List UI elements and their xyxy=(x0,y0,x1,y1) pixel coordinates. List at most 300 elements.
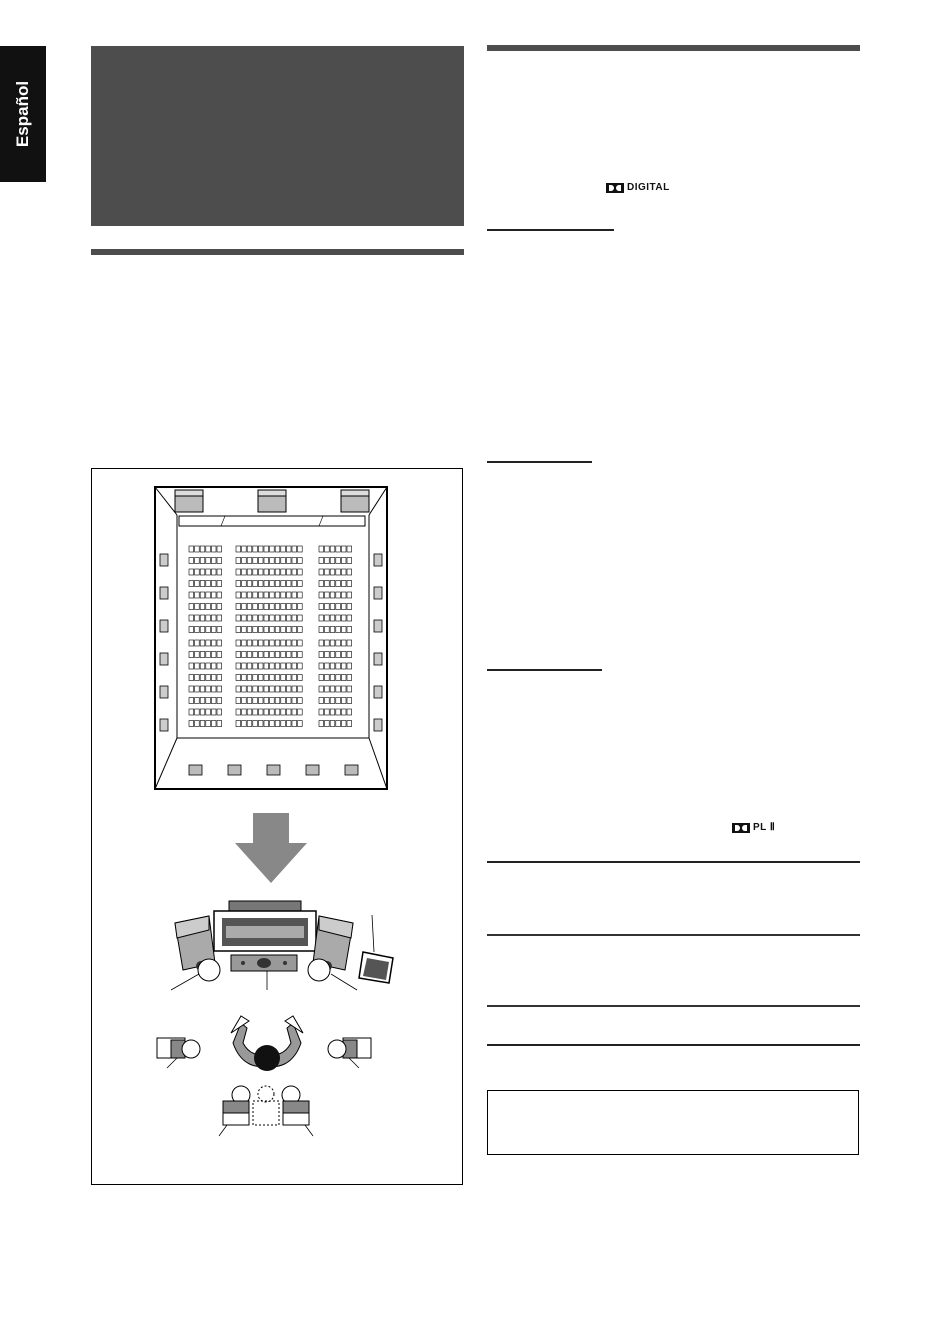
seat xyxy=(336,721,341,727)
seat xyxy=(247,615,252,621)
seat xyxy=(242,615,247,621)
seat xyxy=(264,558,269,564)
seat xyxy=(242,709,247,715)
seat xyxy=(195,663,200,669)
seat xyxy=(189,627,194,633)
seat xyxy=(275,615,280,621)
seat xyxy=(325,581,330,587)
seat xyxy=(217,652,222,658)
seat xyxy=(281,546,286,552)
seat xyxy=(298,698,303,704)
seat xyxy=(286,592,291,598)
seat xyxy=(298,640,303,646)
seat xyxy=(195,686,200,692)
seat xyxy=(341,663,346,669)
seat xyxy=(189,592,194,598)
seat xyxy=(253,592,258,598)
seat xyxy=(336,569,341,575)
seat xyxy=(236,675,241,681)
seat xyxy=(286,546,291,552)
seat xyxy=(270,558,275,564)
seat xyxy=(286,709,291,715)
seat xyxy=(206,709,211,715)
seat xyxy=(275,569,280,575)
seat xyxy=(264,627,269,633)
seat xyxy=(217,698,222,704)
right-section-rule xyxy=(487,45,860,51)
seat xyxy=(189,675,194,681)
seat xyxy=(189,663,194,669)
seat xyxy=(236,698,241,704)
seat xyxy=(347,569,352,575)
subwoofer-icon xyxy=(359,952,393,983)
seat xyxy=(319,558,324,564)
seat xyxy=(247,627,252,633)
seat xyxy=(270,698,275,704)
seat xyxy=(211,569,216,575)
seat xyxy=(341,569,346,575)
seat xyxy=(286,615,291,621)
seat xyxy=(325,615,330,621)
seat xyxy=(341,592,346,598)
seat xyxy=(247,546,252,552)
wall-speaker-right-icon xyxy=(374,719,382,731)
seat xyxy=(200,569,205,575)
cinema-hall-outline xyxy=(155,487,387,789)
seat xyxy=(200,615,205,621)
seat xyxy=(206,581,211,587)
seat xyxy=(236,652,241,658)
surround-figure-frame xyxy=(91,468,463,1185)
seat xyxy=(264,640,269,646)
cinema-screen xyxy=(179,516,365,526)
wall-speaker-left-icon xyxy=(160,719,168,731)
center-speaker-icon xyxy=(258,490,286,512)
seat xyxy=(330,698,335,704)
surround-back-left-speaker-icon xyxy=(223,1086,250,1125)
seat xyxy=(325,627,330,633)
seat xyxy=(206,592,211,598)
wall-speaker-left-icon xyxy=(160,686,168,698)
seat xyxy=(258,675,263,681)
seat xyxy=(270,546,275,552)
seat xyxy=(200,640,205,646)
seat xyxy=(325,721,330,727)
seat xyxy=(253,686,258,692)
seat xyxy=(242,592,247,598)
seat xyxy=(286,627,291,633)
seat xyxy=(341,686,346,692)
seat xyxy=(236,546,241,552)
seat xyxy=(270,615,275,621)
seat xyxy=(292,652,297,658)
seat xyxy=(189,615,194,621)
seat xyxy=(247,569,252,575)
seat xyxy=(330,686,335,692)
seat xyxy=(211,640,216,646)
seat xyxy=(325,698,330,704)
seat xyxy=(258,686,263,692)
seat xyxy=(264,663,269,669)
seat xyxy=(330,558,335,564)
seat xyxy=(298,709,303,715)
seat xyxy=(270,569,275,575)
seat xyxy=(292,721,297,727)
seat xyxy=(258,663,263,669)
seat xyxy=(281,581,286,587)
seat xyxy=(195,581,200,587)
seat xyxy=(264,698,269,704)
seat xyxy=(286,721,291,727)
seat xyxy=(281,698,286,704)
seat xyxy=(270,709,275,715)
surround-left-speaker-icon xyxy=(157,1038,200,1058)
rear-wall-speaker-icon xyxy=(345,765,358,775)
seat xyxy=(253,709,258,715)
seat xyxy=(247,604,252,610)
seat xyxy=(347,640,352,646)
seat xyxy=(195,592,200,598)
seat xyxy=(195,652,200,658)
seat xyxy=(281,558,286,564)
seat xyxy=(281,721,286,727)
seat xyxy=(341,627,346,633)
seat xyxy=(292,640,297,646)
seat xyxy=(253,675,258,681)
seat xyxy=(206,663,211,669)
seat xyxy=(275,721,280,727)
seat xyxy=(341,581,346,587)
seat xyxy=(258,698,263,704)
seat xyxy=(258,652,263,658)
seat xyxy=(200,558,205,564)
seat xyxy=(275,709,280,715)
seat xyxy=(200,698,205,704)
seat xyxy=(330,627,335,633)
seat xyxy=(195,640,200,646)
seat xyxy=(336,640,341,646)
seat xyxy=(189,604,194,610)
seat xyxy=(330,709,335,715)
seat xyxy=(195,604,200,610)
seat xyxy=(258,709,263,715)
wall-speaker-right-icon xyxy=(374,620,382,632)
seat xyxy=(200,546,205,552)
seat xyxy=(275,675,280,681)
seat xyxy=(211,615,216,621)
rear-wall-speaker-icon xyxy=(306,765,319,775)
front-right-speaker-icon xyxy=(341,490,369,512)
seat xyxy=(336,709,341,715)
seat xyxy=(298,615,303,621)
seat xyxy=(200,686,205,692)
seat xyxy=(298,675,303,681)
seat xyxy=(247,709,252,715)
seat xyxy=(298,592,303,598)
listener-icon xyxy=(231,1016,303,1071)
seat xyxy=(206,686,211,692)
seat xyxy=(275,581,280,587)
seat xyxy=(336,581,341,587)
seat xyxy=(264,721,269,727)
seat xyxy=(189,652,194,658)
seat xyxy=(253,569,258,575)
seat xyxy=(253,604,258,610)
seat xyxy=(242,721,247,727)
seat xyxy=(211,604,216,610)
seat xyxy=(325,675,330,681)
seat xyxy=(292,663,297,669)
seat xyxy=(195,627,200,633)
seat xyxy=(195,615,200,621)
seat xyxy=(292,604,297,610)
table-rule-top xyxy=(487,861,860,863)
seat xyxy=(195,558,200,564)
seat xyxy=(211,663,216,669)
seat xyxy=(286,675,291,681)
seat xyxy=(281,569,286,575)
seat xyxy=(195,546,200,552)
table-rule xyxy=(487,934,860,936)
seat xyxy=(330,652,335,658)
seat xyxy=(347,663,352,669)
wall-speaker-left-icon xyxy=(160,587,168,599)
left-section-rule xyxy=(91,249,464,255)
front-left-speaker-icon xyxy=(175,490,203,512)
seat xyxy=(206,698,211,704)
seat xyxy=(292,675,297,681)
seat xyxy=(275,558,280,564)
seat xyxy=(247,581,252,587)
seat xyxy=(258,558,263,564)
seat xyxy=(211,721,216,727)
seat xyxy=(217,615,222,621)
seat xyxy=(292,686,297,692)
surround-right-speaker-icon xyxy=(328,1038,371,1058)
seat xyxy=(341,675,346,681)
seat xyxy=(281,615,286,621)
seat xyxy=(264,675,269,681)
seat xyxy=(330,615,335,621)
seat xyxy=(319,675,324,681)
seat xyxy=(281,652,286,658)
seat xyxy=(319,698,324,704)
seat xyxy=(319,652,324,658)
seat xyxy=(270,640,275,646)
seat xyxy=(247,675,252,681)
seat xyxy=(189,558,194,564)
seat xyxy=(330,592,335,598)
seat xyxy=(275,652,280,658)
seat xyxy=(236,709,241,715)
seat xyxy=(341,615,346,621)
seat xyxy=(211,686,216,692)
seat xyxy=(336,675,341,681)
seat xyxy=(217,581,222,587)
language-tab-label: Español xyxy=(13,80,32,148)
seat xyxy=(319,604,324,610)
seat xyxy=(319,627,324,633)
seat xyxy=(347,581,352,587)
seat xyxy=(325,686,330,692)
seat xyxy=(286,652,291,658)
seat xyxy=(236,663,241,669)
seat xyxy=(189,569,194,575)
seat xyxy=(292,709,297,715)
seat xyxy=(336,663,341,669)
seat xyxy=(319,640,324,646)
seat xyxy=(330,663,335,669)
seat xyxy=(341,640,346,646)
seat xyxy=(242,569,247,575)
seat xyxy=(236,721,241,727)
seat xyxy=(270,675,275,681)
seat xyxy=(292,546,297,552)
seat xyxy=(319,615,324,621)
seat xyxy=(189,546,194,552)
seat xyxy=(211,709,216,715)
seat xyxy=(298,604,303,610)
seat xyxy=(206,721,211,727)
table-rule xyxy=(487,1005,860,1007)
seat xyxy=(211,546,216,552)
seat xyxy=(298,627,303,633)
seat xyxy=(347,652,352,658)
wall-speaker-right-icon xyxy=(374,587,382,599)
seat xyxy=(319,709,324,715)
seat xyxy=(325,546,330,552)
section-title-block xyxy=(91,46,464,226)
language-tab xyxy=(0,46,46,182)
seat xyxy=(211,592,216,598)
surround-back-right-speaker-icon xyxy=(282,1086,309,1125)
seat xyxy=(270,627,275,633)
subheading-underline-2 xyxy=(487,461,592,463)
seat xyxy=(195,675,200,681)
seat xyxy=(247,698,252,704)
seat xyxy=(253,581,258,587)
seat xyxy=(319,686,324,692)
seat xyxy=(292,569,297,575)
seat xyxy=(264,686,269,692)
seat xyxy=(258,640,263,646)
seat xyxy=(270,604,275,610)
seat xyxy=(336,686,341,692)
seat xyxy=(298,581,303,587)
seat xyxy=(270,686,275,692)
seat xyxy=(330,604,335,610)
seat xyxy=(242,686,247,692)
wall-speaker-left-icon xyxy=(160,554,168,566)
seat xyxy=(270,652,275,658)
seat xyxy=(330,675,335,681)
seat xyxy=(319,592,324,598)
surround-illustration xyxy=(91,468,463,1185)
dolby-double-d-icon xyxy=(606,183,624,193)
seat xyxy=(347,709,352,715)
seat xyxy=(242,627,247,633)
seat xyxy=(189,581,194,587)
seat xyxy=(330,640,335,646)
seat xyxy=(275,698,280,704)
seat xyxy=(325,569,330,575)
seat xyxy=(258,627,263,633)
seat xyxy=(242,698,247,704)
seat xyxy=(347,615,352,621)
seat xyxy=(217,640,222,646)
seat xyxy=(336,652,341,658)
seat xyxy=(253,698,258,704)
seat xyxy=(325,663,330,669)
seat xyxy=(253,546,258,552)
seat xyxy=(195,721,200,727)
seat xyxy=(195,698,200,704)
seat xyxy=(236,627,241,633)
seat xyxy=(236,569,241,575)
seat xyxy=(319,663,324,669)
seat xyxy=(336,615,341,621)
seat xyxy=(336,546,341,552)
seat xyxy=(189,686,194,692)
seat xyxy=(341,546,346,552)
seat xyxy=(236,604,241,610)
optional-speaker-outline xyxy=(253,1086,279,1125)
seat xyxy=(217,592,222,598)
seat xyxy=(264,604,269,610)
seat xyxy=(200,721,205,727)
home-center-speaker-icon xyxy=(231,955,297,971)
seat xyxy=(253,652,258,658)
seat xyxy=(195,709,200,715)
seat xyxy=(270,592,275,598)
seat xyxy=(341,604,346,610)
seat xyxy=(341,721,346,727)
seat xyxy=(236,640,241,646)
seat xyxy=(200,675,205,681)
seat xyxy=(217,604,222,610)
seat xyxy=(286,698,291,704)
seat xyxy=(330,569,335,575)
seat xyxy=(336,592,341,598)
wall-speaker-right-icon xyxy=(374,554,382,566)
seat xyxy=(270,663,275,669)
seat xyxy=(298,558,303,564)
seat xyxy=(217,569,222,575)
seat xyxy=(211,581,216,587)
seat xyxy=(247,640,252,646)
seat xyxy=(286,604,291,610)
seat xyxy=(242,652,247,658)
seat xyxy=(292,558,297,564)
wall-speaker-left-icon xyxy=(160,620,168,632)
seat xyxy=(347,686,352,692)
note-box xyxy=(487,1090,859,1155)
seat xyxy=(242,546,247,552)
seat xyxy=(206,675,211,681)
seat xyxy=(247,721,252,727)
seat xyxy=(347,675,352,681)
seat xyxy=(200,663,205,669)
seat xyxy=(258,615,263,621)
seat xyxy=(281,709,286,715)
seat xyxy=(258,604,263,610)
seat xyxy=(319,569,324,575)
seat xyxy=(242,604,247,610)
seat xyxy=(189,698,194,704)
seat xyxy=(275,627,280,633)
seat xyxy=(211,675,216,681)
seat xyxy=(200,592,205,598)
